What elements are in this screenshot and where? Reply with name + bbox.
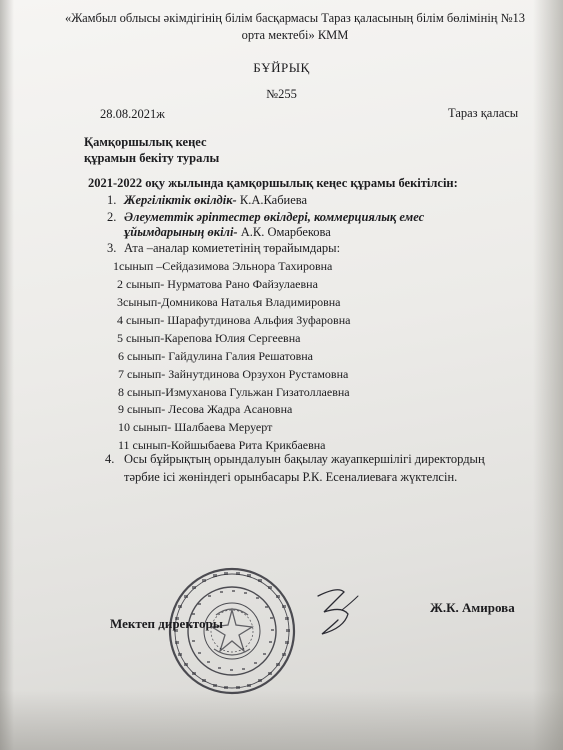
- item-3-number: 3.: [107, 241, 117, 255]
- item-1-value: К.А.Кабиева: [236, 193, 308, 207]
- class-entry-2: 2 сынып- Нурматова Рано Файзулаевна: [117, 277, 318, 291]
- item-3-text: Ата –аналар комиететінің төрайымдары:: [124, 241, 341, 255]
- item-4-number: 4.: [105, 452, 115, 466]
- director-signature: [308, 584, 368, 639]
- class-entry-4: 4 сынып- Шарафутдинова Альфия Зуфаровна: [117, 313, 351, 327]
- signer-title: Мектеп директоры: [110, 616, 223, 631]
- document-city: Тараз қаласы: [448, 106, 519, 120]
- page-shadow-right: [533, 0, 563, 750]
- class-entry-5: 5 сынып-Карепова Юлия Сергеевна: [117, 331, 301, 345]
- item-1-number: 1.: [107, 193, 117, 207]
- class-entry-11: 11 сынып-Койшыбаева Рита Крикбаевна: [118, 438, 326, 452]
- item-1: [124, 193, 307, 208]
- class-entry-7: 7 сынып- Зайнутдинова Орзухон Рустамовна: [118, 367, 349, 381]
- item-4-line-2: тәрбие ісі жөніндегі орынбасары Р.К. Есеналиеваға жүктелсін.: [124, 470, 458, 484]
- subject-line-2: құрамын бекіту туралы: [84, 151, 220, 165]
- page-shadow-bottom: [0, 690, 563, 750]
- item-2-number: 2.: [107, 210, 117, 224]
- subject-line-1: Қамқоршылық кеңес: [84, 135, 207, 149]
- class-entry-3: 3сынып-Домникова Наталья Владимировна: [117, 295, 341, 309]
- page-shadow-left: [0, 0, 14, 750]
- item-2-value: А.К. Омарбекова: [237, 225, 331, 239]
- class-entry-9: 9 сынып- Лесова Жадра Асановна: [118, 402, 293, 416]
- document-number: №255: [266, 87, 297, 101]
- class-entry-6: 6 сынып- Гайдулина Галия Решатовна: [118, 349, 314, 363]
- item-2-label-line-2: ұйымдарының өкілі-: [124, 225, 238, 239]
- document-date: 28.08.2021ж: [100, 107, 165, 121]
- order-intro: 2021-2022 оқу жылында қамқоршылық кеңес құрамы бекітілсін:: [88, 176, 458, 190]
- item-2-line-1: [124, 210, 424, 225]
- class-entry-10: 10 сынып- Шалбаева Меруерт: [118, 420, 273, 434]
- organization-header: «Жамбыл облысы әкімдігінің білім басқармасы Тараз қаласының білім бөлімінің №13 орта мектебі» КММ: [64, 11, 526, 42]
- document-title: БҰЙРЫҚ: [253, 60, 310, 75]
- class-entry-8: 8 сынып-Измуханова Гульжан Гизатоллаевна: [118, 385, 350, 399]
- item-2-label-line-1: Әлеуметтік әріптестер өкілдері, коммерциялық емес: [124, 210, 425, 224]
- item-1-label: Жергіліктік өкілдік-: [124, 193, 237, 207]
- item-4-line-1: Осы бұйрықтың орындалуын бақылау жауапкершілігі директордың: [124, 452, 485, 466]
- class-entry-1: 1сынып –Сейдазимова Эльнора Тахировна: [113, 259, 333, 273]
- signer-name: Ж.К. Амирова: [430, 600, 515, 615]
- item-2-line-2: [124, 225, 331, 240]
